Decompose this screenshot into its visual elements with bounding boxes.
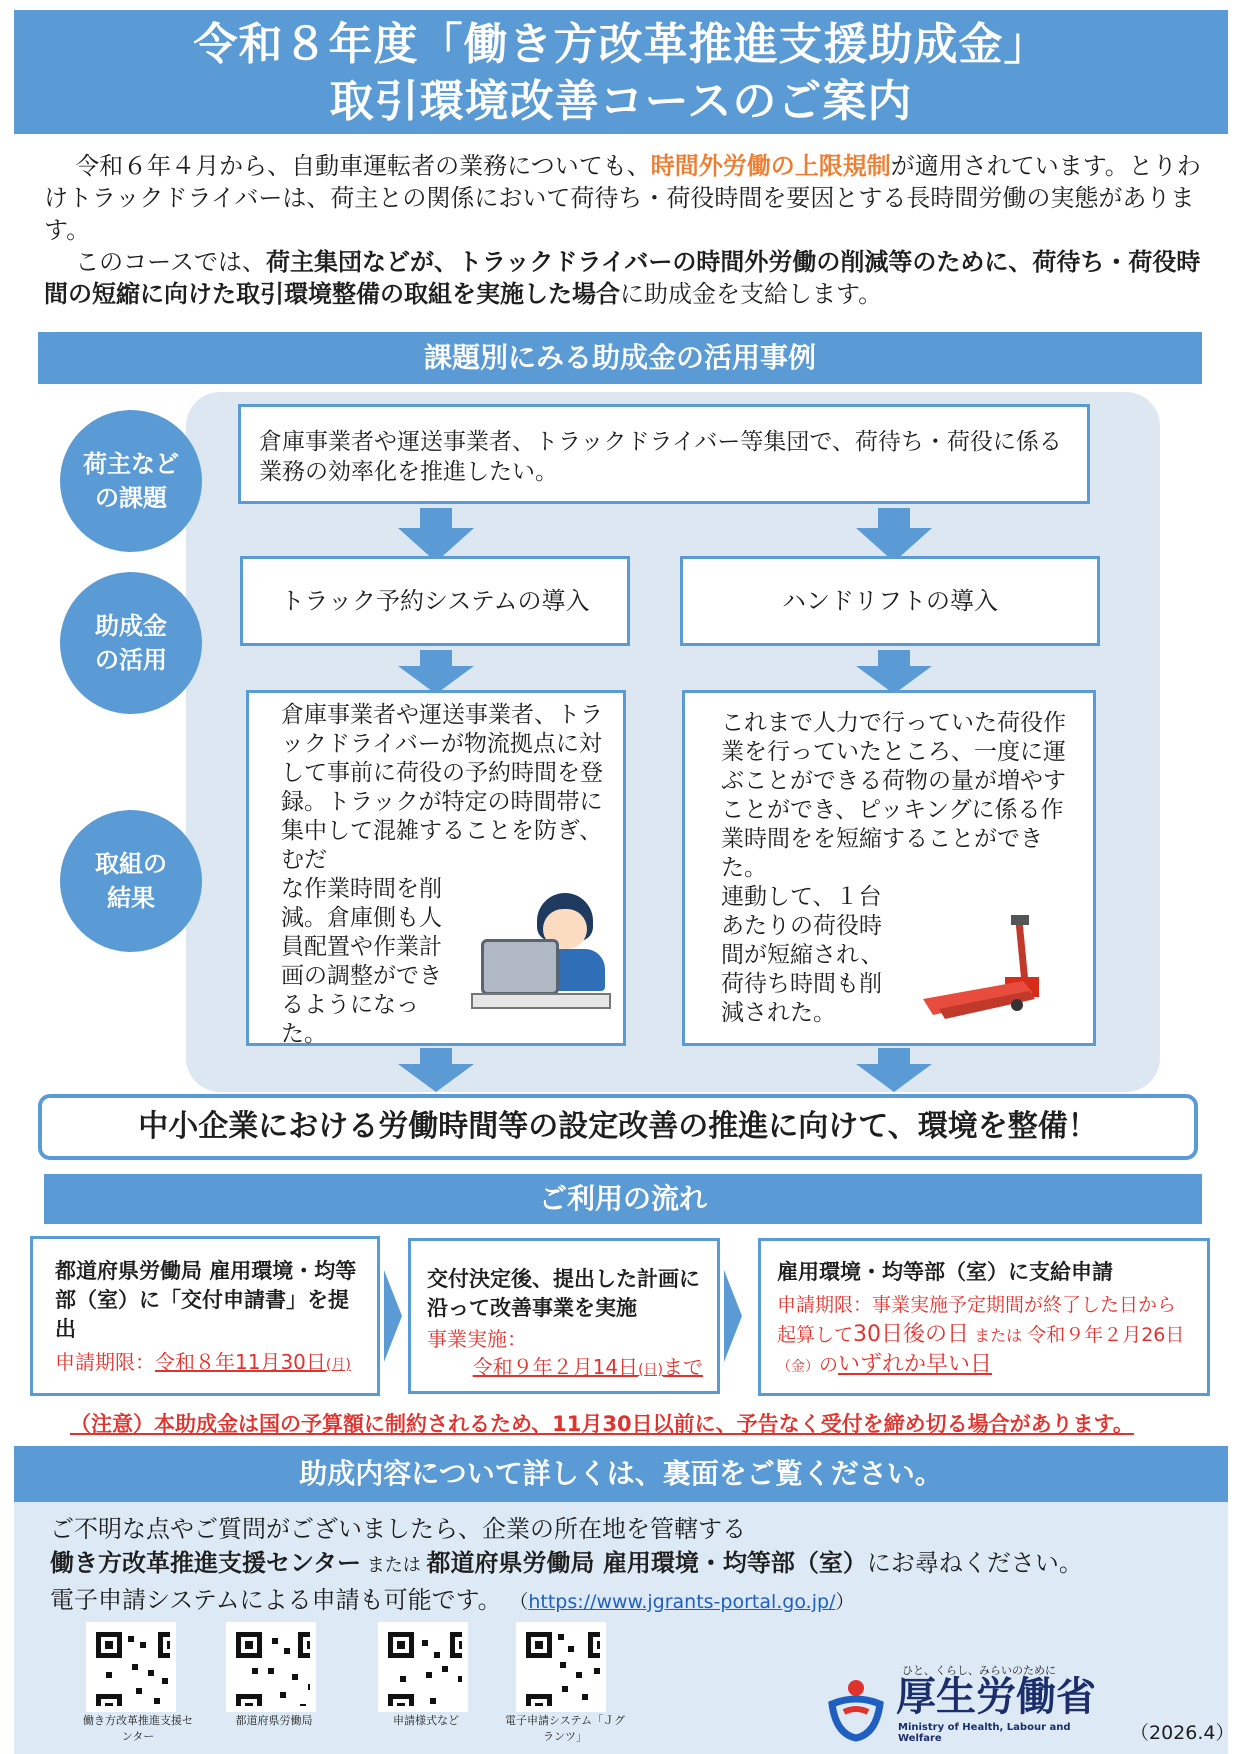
intro-paragraph-2: このコースでは、荷主集団などが、トラックドライバーの時間外労働の削減等のために、荷待ち・荷役時間の短縮に向けた取引環境整備の取組を実施した場合に助成金を支給します。	[44, 248, 1201, 308]
contact-band: 助成内容について詳しくは、裏面をご覧ください。	[14, 1446, 1228, 1502]
use-left-box: トラック予約システムの導入	[240, 556, 630, 646]
result-right-text: これまで人力で行っていた荷役作業を行っていたところ、一度に運ぶことができる荷物の量が増やすことができ、ピッキングに係る作業時間をを短縮することができた。	[721, 710, 1066, 881]
issue-box: 倉庫事業者や運送事業者、トラックドライバー等集団で、荷待ち・荷役に係る業務の効率化を推進したい。	[238, 404, 1090, 504]
result-right-box	[682, 690, 1096, 1046]
qr-center[interactable]: 働き方改革推進支援センター	[78, 1622, 198, 1744]
issue-date: （2026.4）	[1130, 1722, 1235, 1744]
note-text: （注意）本助成金は国の予算額に制約されるため、11月30日以前に、予告なく受付を締め切る場合があります。	[70, 1412, 1134, 1436]
page-subtitle: 取引環境改善コースのご案内	[329, 76, 913, 127]
step-1-title: 都道府県労働局 雇用環境・均等部（室）に「交付申請書」を提出	[55, 1259, 357, 1341]
step-3-title: 雇用環境・均等部（室）に支給申請	[777, 1260, 1113, 1284]
office-worker-illustration	[481, 889, 611, 1019]
use-right-box: ハンドリフトの導入	[680, 556, 1100, 646]
step-1-box: 都道府県労働局 雇用環境・均等部（室）に「交付申請書」を提出 申請期限：令和８年11月30日(月)	[30, 1236, 380, 1396]
portal-link[interactable]: https://www.jgrants-portal.go.jp/	[528, 1591, 836, 1613]
result-left-box	[246, 690, 626, 1046]
circle-result: 取組の 結果	[60, 810, 202, 952]
goal-banner: 中小企業における労働時間等の設定改善の推進に向けて、環境を整備！	[38, 1094, 1198, 1160]
mhlw-logo: ひと、くらし、みらいのために 厚生労働省 Ministry of Health, Labour and Welfare	[822, 1662, 1112, 1744]
qr-forms[interactable]: 申請様式など	[366, 1622, 486, 1728]
hand-lift-illustration	[919, 911, 1049, 1031]
intro-text	[44, 150, 1204, 310]
chevron-right-icon	[724, 1270, 742, 1362]
circle-use: 助成金 の活用	[60, 572, 202, 714]
qr-code-icon	[86, 1622, 176, 1712]
result-left-text-2: な作業時間を削減。倉庫側も人員配置や作業計画の調整ができるようになった。	[281, 876, 442, 1047]
step-2-box: 交付決定後、提出した計画に沿って改善事業を実施 事業実施： 令和９年２月14日(日)まで	[408, 1238, 720, 1394]
chevron-right-icon	[384, 1270, 402, 1362]
qr-labour-bureau[interactable]: 都道府県労働局	[214, 1622, 334, 1728]
contact-text: ご不明な点やご質問がございましたら、企業の所在地を管轄する 働き方改革推進支援センター または 都道府県労働局 雇用環境・均等部（室）にお尋ねください。 電子申請システムによる申請も可能です。 （https://www.jgrants-portal.go.jp/）	[50, 1515, 1083, 1614]
intro-paragraph-1: 令和６年４月から、自動車運転者の業務についても、時間外労働の上限規制が適用されています。とりわけトラックドライバーは、荷主との関係において荷待ち・荷役時間を要因とする長時間労働の実態があります。	[44, 152, 1201, 244]
result-left-text: 倉庫事業者や運送事業者、トラックドライバーが物流拠点に対して事前に荷役の予約時間を登録。トラックが特定の時間帯に集中して混雑することを防ぎ、むだ	[281, 702, 603, 873]
qr-jgrants[interactable]: 電子申請システム「Ｊグランツ」	[500, 1622, 630, 1744]
result-right-text-2: 連動して、１台あたりの荷役時間が短縮され、荷待ち時間も削減された。	[721, 884, 884, 1026]
page-header	[14, 10, 1228, 134]
step-3-box: 雇用環境・均等部（室）に支給申請 申請期限：事業実施予定期間が終了した日から起算して30日後の日 または 令和９年２月26日（金）のいずれか早い日	[758, 1238, 1210, 1396]
qr-code-icon	[516, 1622, 606, 1712]
step-2-title: 交付決定後、提出した計画に沿って改善事業を実施	[427, 1267, 700, 1320]
page-title: 令和８年度「働き方改革推進支援助成金」	[193, 19, 1049, 70]
qr-code-icon	[378, 1622, 468, 1712]
cases-band: 課題別にみる助成金の活用事例	[38, 332, 1202, 384]
flow-band: ご利用の流れ	[44, 1174, 1202, 1224]
mhlw-emblem-icon	[822, 1676, 892, 1742]
circle-issue: 荷主など の課題	[60, 410, 202, 552]
qr-code-icon	[226, 1622, 316, 1712]
highlight-text: 時間外労働の上限規制	[650, 152, 891, 180]
